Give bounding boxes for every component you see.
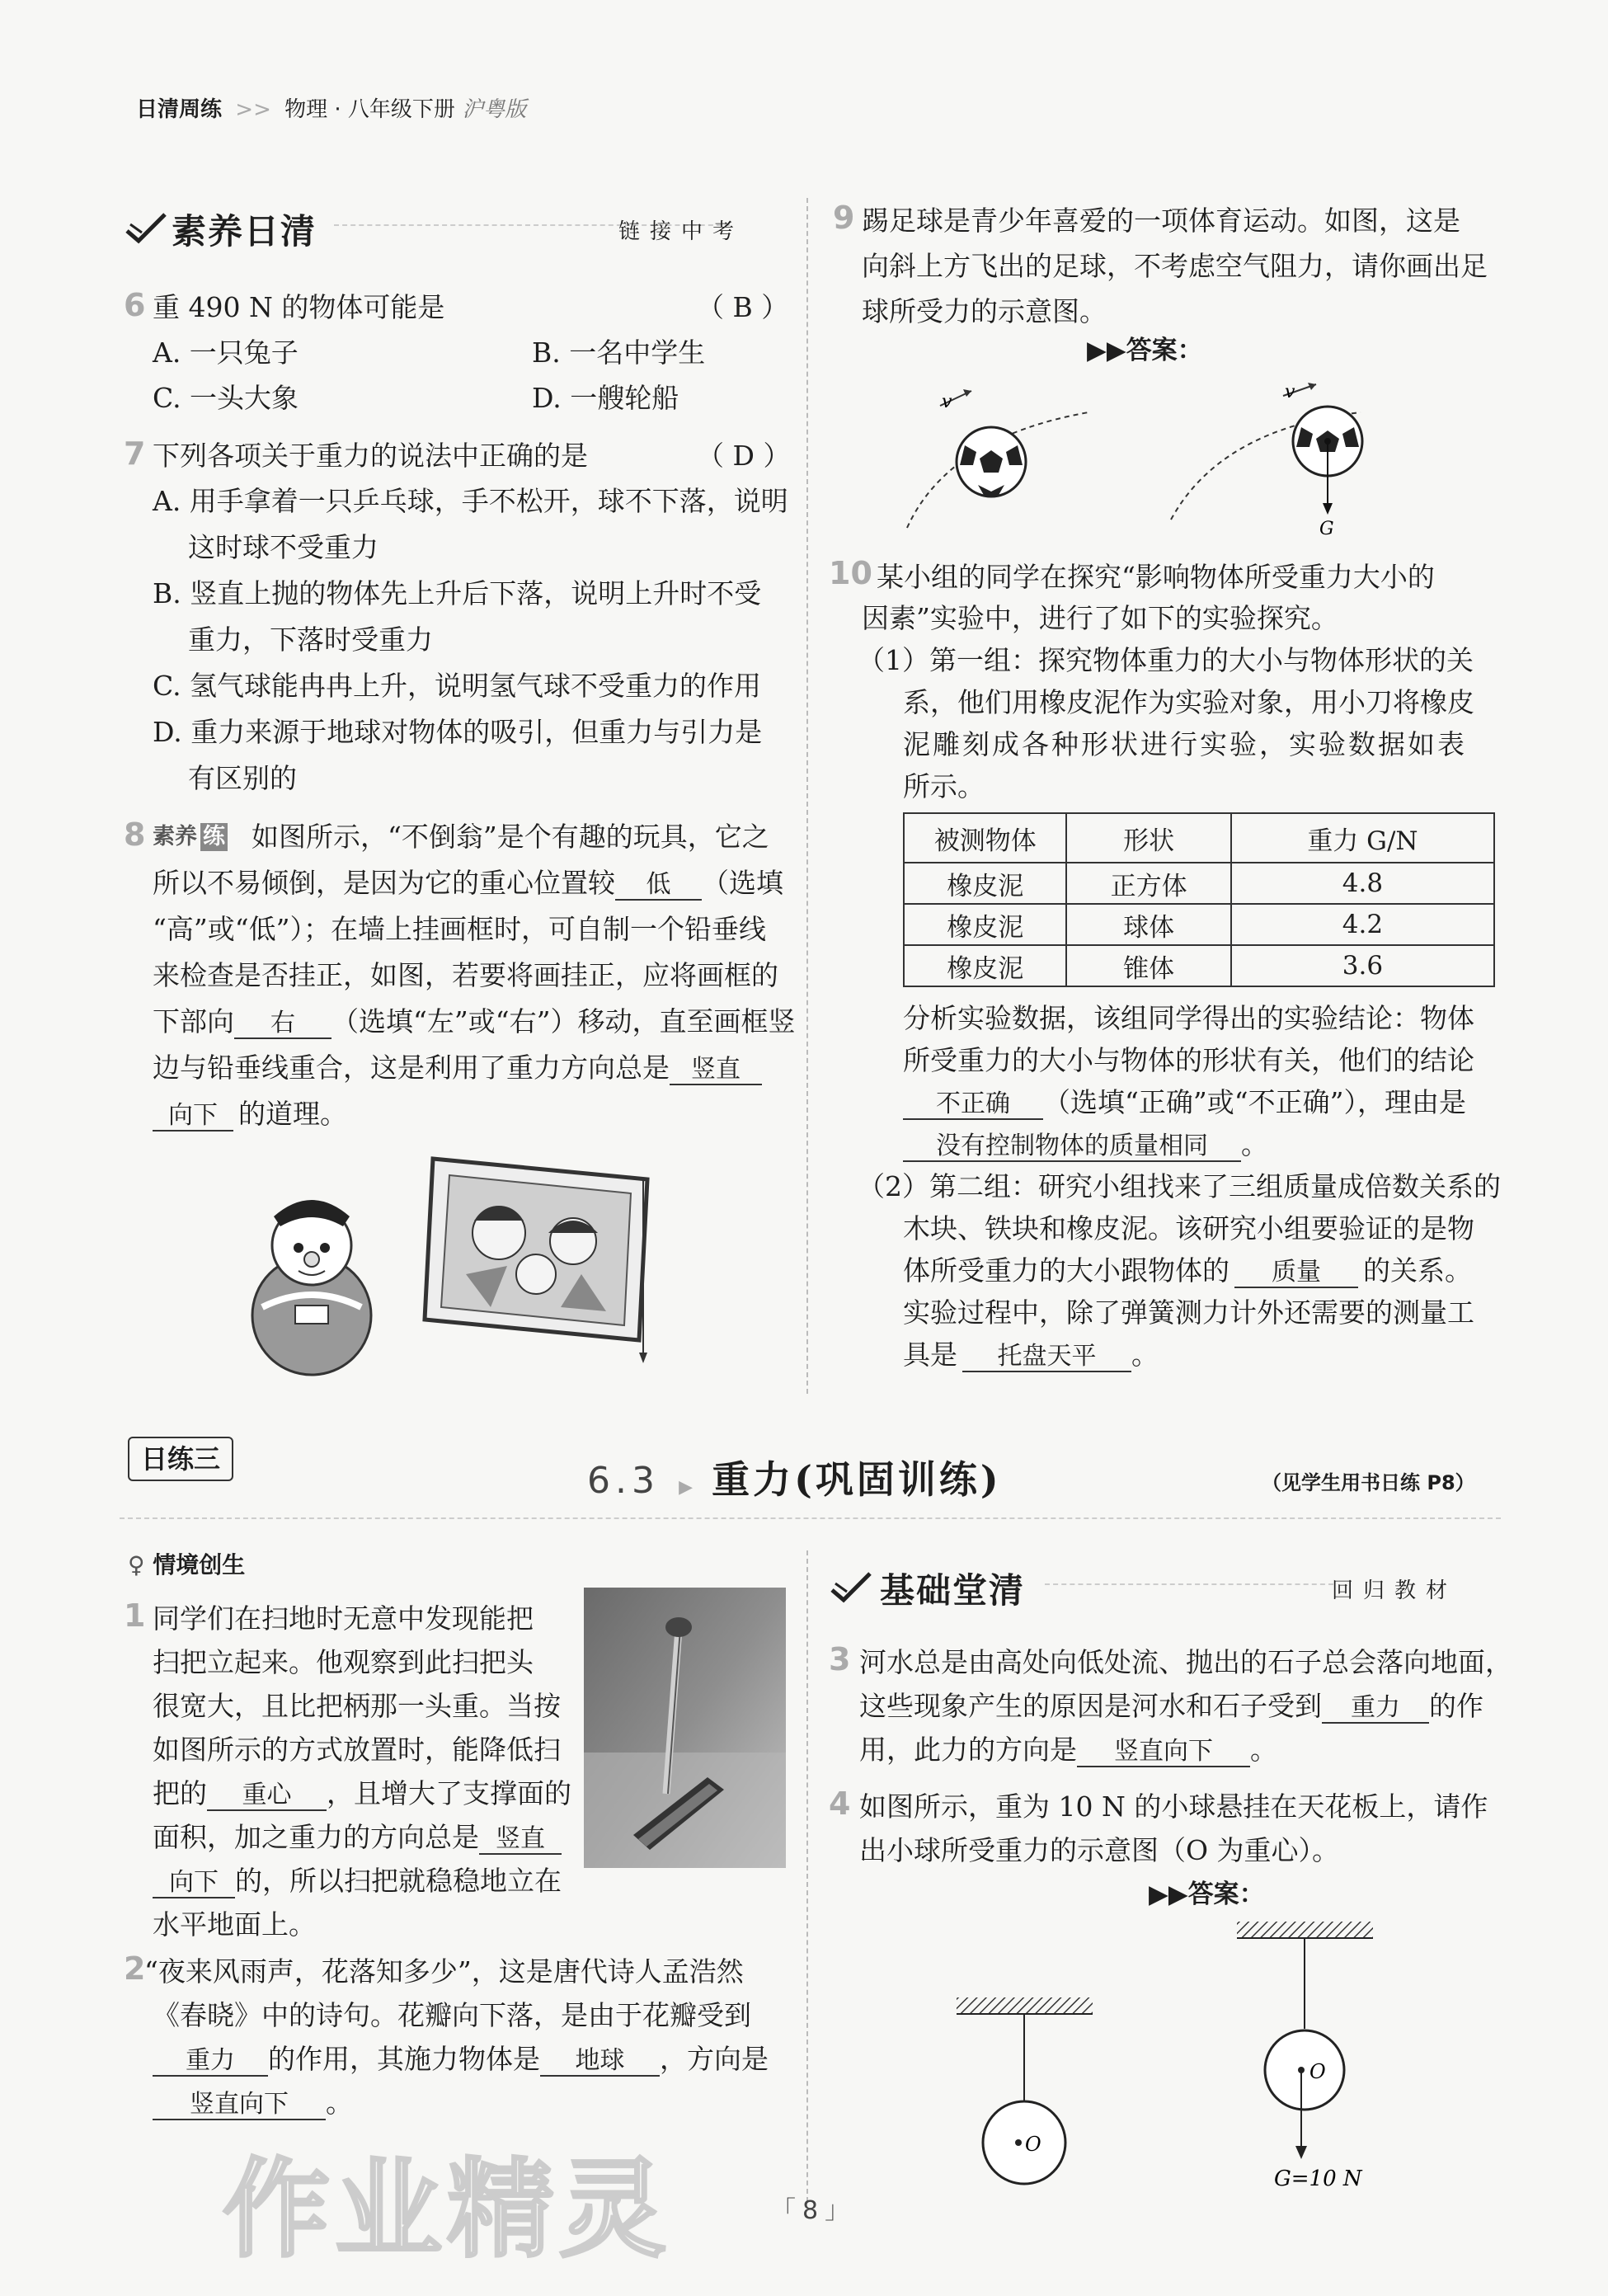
q10-text: 。	[1131, 1339, 1159, 1371]
page-number-text: 8	[802, 2196, 819, 2225]
bracket-icon: 「	[771, 2196, 796, 2225]
q9-ans-text: 答案：	[1126, 336, 1203, 365]
q3-line-3	[859, 1727, 1277, 1772]
q8-line-7	[153, 1091, 347, 1136]
q9-v-left: v	[942, 392, 952, 412]
header-subject: 物理 · 八年级下册	[284, 97, 455, 122]
q10-part1-line: 系，他们用橡皮泥作为实验对象，用小刀将橡皮	[903, 686, 1474, 718]
q9-line-2: 向斜上方飞出的足球，不考虑空气阻力，请你画出足	[862, 250, 1488, 282]
q3-blank-2: 竖直向下	[1077, 1738, 1250, 1767]
q2-blank-2: 地球	[540, 2047, 660, 2077]
q6-option-b: B. 一名中学生	[532, 336, 706, 369]
q2-number: 2	[124, 1950, 146, 1987]
lesson-tag-text: 日练三	[141, 1443, 221, 1475]
title-rule	[1045, 1583, 1333, 1585]
scenario-label	[128, 1547, 245, 1580]
q3-blank-1: 重力	[1322, 1694, 1429, 1724]
q1-text: 的，所以扫把就稳稳地立在	[235, 1865, 562, 1897]
q2-line-1: “夜来风雨声，花落知多少”，这是唐代诗人孟浩然	[144, 1955, 744, 1988]
double-arrow-icon: ▶▶	[1149, 1880, 1188, 1909]
q8-text: （选填“左”或“右”）移动，直至画框竖	[331, 1005, 796, 1037]
q6-option-d: D. 一艘轮船	[532, 382, 679, 414]
section1-title: 素养日清	[172, 211, 317, 252]
q8-line-1: 如图所示，“不倒翁”是个有趣的玩具，它之	[252, 821, 769, 853]
q6-option-c: C. 一头大象	[153, 382, 299, 414]
q8-line-2	[153, 860, 783, 906]
section2-tag: 回归教材	[1332, 1578, 1458, 1603]
double-arrow-icon: ▶▶	[1087, 336, 1126, 365]
q1-line-6	[153, 1814, 562, 1860]
lesson-heading	[587, 1450, 1002, 1504]
q1-line-8: 水平地面上。	[153, 1908, 316, 1941]
q4-line-1: 如图所示，重为 10 N 的小球悬挂在天花板上，请作	[859, 1790, 1488, 1823]
table-cell: 锥体	[1066, 945, 1230, 986]
table-row	[904, 904, 1494, 945]
q1-line-5	[153, 1771, 571, 1816]
q1-number: 1	[124, 1597, 146, 1634]
q1-line: 如图所示的方式放置时，能降低扫	[153, 1734, 561, 1766]
q2-blank-3: 竖直向下	[153, 2091, 326, 2120]
page-header	[136, 92, 526, 123]
q6-answer: （ B ）	[697, 291, 789, 323]
q1-line-7	[153, 1858, 562, 1903]
q4-o-right: O	[1309, 2060, 1326, 2083]
data-table	[903, 812, 1495, 987]
q4-g-label: G=10 N	[1274, 2167, 1362, 2191]
table-cell: 橡皮泥	[904, 945, 1066, 986]
q8-line-4: 来检查是否挂正，如图，若要将画挂正，应将画框的	[153, 959, 778, 991]
lesson-rule	[120, 1517, 1501, 1519]
q9-answer-label	[1087, 328, 1203, 374]
football-figure	[899, 379, 1377, 540]
q1-text: 面积，加之重力的方向总是	[153, 1821, 479, 1853]
column-divider	[806, 198, 810, 1394]
hanging-ball-figure	[948, 1913, 1385, 2194]
q7-line: 重力，下落时受重力	[188, 623, 433, 656]
q1-line: 同学们在扫地时无意中发现能把	[153, 1602, 534, 1635]
section1-tag: 链接中考	[618, 219, 745, 244]
q10-text: 具是	[903, 1339, 957, 1371]
q8-text: 所以不易倾倒，是因为它的重心位置较	[153, 867, 615, 899]
check-pen-icon	[124, 211, 169, 244]
q10-text: 的关系。	[1363, 1254, 1472, 1287]
q1-blank-2a: 竖直	[479, 1825, 562, 1855]
q1-text: ，且增大了支撑面的	[327, 1777, 571, 1809]
table-cell: 正方体	[1066, 863, 1230, 904]
q3-line-1: 河水总是由高处向低处流、抛出的石子总会落向地面，	[859, 1646, 1512, 1678]
picture-frame-figure	[416, 1142, 664, 1365]
q7-line: B. 竖直上抛的物体先上升后下落，说明上升时不受	[153, 577, 762, 609]
q3-text: 用，此力的方向是	[859, 1734, 1077, 1766]
q7-line: D. 重力来源于地球对物体的吸引，但重力与引力是	[153, 716, 763, 748]
table-cell: 4.8	[1231, 863, 1494, 904]
q10-blank-4: 托盘天平	[962, 1343, 1131, 1372]
section-title-suyang	[124, 201, 783, 251]
table-header: 形状	[1066, 813, 1230, 863]
q8-line-5	[153, 999, 795, 1044]
q7-line: 这时球不受重力	[188, 531, 378, 563]
q10-part1-line: 泥雕刻成各种形状进行实验，实验数据如表	[903, 728, 1467, 760]
q1-line: 很宽大，且比把柄那一头重。当按	[153, 1690, 561, 1722]
q8-text: （选填	[702, 867, 783, 899]
q1-text: 把的	[153, 1777, 207, 1809]
q3-text: 。	[1250, 1734, 1277, 1766]
table-header: 重力 G/N	[1231, 813, 1494, 863]
q2-line-4	[153, 2080, 353, 2125]
bracket-icon: 」	[825, 2196, 850, 2225]
q8-line-6	[153, 1045, 762, 1090]
q8-blank-3b: 向下	[153, 1102, 233, 1132]
q8-text: 边与铅垂线重合，这是利用了重力方向总是	[153, 1052, 670, 1084]
bulb-icon: ♀	[128, 1551, 145, 1578]
q2-text: ，方向是	[660, 2043, 769, 2075]
q4-answer-label	[1149, 1872, 1265, 1917]
lesson-ref: （见学生用书日练 P8）	[1262, 1471, 1475, 1494]
q4-o-left: O	[1025, 2133, 1041, 2156]
q9-line-3: 球所受力的示意图。	[862, 295, 1107, 327]
q8-line-3: “高”或“低”）；在墙上挂画框时，可自制一个铅垂线	[153, 913, 766, 945]
q10-analysis-line-3	[903, 1080, 1466, 1125]
q10-analysis-line-4	[903, 1122, 1268, 1167]
table-header-row	[904, 813, 1494, 863]
q7-number: 7	[124, 435, 146, 472]
q7-line: 有区别的	[188, 762, 297, 794]
q8-badge	[153, 814, 228, 859]
page-number	[771, 2190, 849, 2226]
q10-part1-line: 所示。	[903, 770, 985, 802]
q6-stem: 重 490 N 的物体可能是	[153, 291, 445, 323]
lesson-number: 6.3	[587, 1460, 660, 1502]
check-pen-icon	[829, 1570, 874, 1603]
q10-text: 体所受重力的大小跟物体的	[903, 1254, 1230, 1287]
q10-blank-2: 没有控制物体的质量相同	[903, 1132, 1241, 1162]
q7-answer: （ D ）	[697, 440, 791, 472]
q9-g-label: G	[1319, 519, 1334, 539]
q7-line: A. 用手拿着一只乒乓球，手不松开，球不下落，说明	[153, 485, 788, 517]
q10-part2-line: 木块、铁块和橡皮泥。该研究小组要验证的是物	[903, 1212, 1474, 1244]
table-cell: 3.6	[1231, 945, 1494, 986]
table-cell: 4.2	[1231, 904, 1494, 945]
q8-blank-1: 低	[615, 871, 702, 901]
table-cell: 橡皮泥	[904, 863, 1066, 904]
table-row	[904, 863, 1494, 904]
header-edition: 沪粤版	[462, 97, 527, 122]
q3-number: 3	[829, 1641, 851, 1677]
q6-option-a: A. 一只兔子	[153, 336, 299, 369]
scenario-text: 情境创生	[153, 1551, 246, 1578]
q7-line: C. 氢气球能冉冉上升，说明氢气球不受重力的作用	[153, 670, 762, 702]
broom-photo	[584, 1588, 786, 1868]
table-cell: 球体	[1066, 904, 1230, 945]
tumbler-figure	[239, 1183, 383, 1377]
header-brand: 日清周练	[136, 97, 223, 122]
q8-number: 8	[124, 816, 146, 853]
q10-blank-1: 不正确	[903, 1090, 1043, 1120]
q8-text: 下部向	[153, 1005, 234, 1037]
column-divider	[806, 1550, 810, 2202]
section2-title: 基础堂清	[880, 1570, 1026, 1611]
q9-line-1: 踢足球是青少年喜爱的一项体育运动。如图，这是	[862, 205, 1460, 237]
q8-badge-box: 练	[200, 823, 228, 851]
q10-part1-line: （1）第一组：探究物体重力的大小与物体形状的关	[858, 644, 1474, 676]
q3-line-2	[859, 1683, 1483, 1729]
q10-text: 。	[1241, 1128, 1268, 1160]
q8-text: 的道理。	[238, 1098, 347, 1130]
q7-stem: 下列各项关于重力的说法中正确的是	[153, 440, 588, 472]
q9-number: 9	[833, 200, 855, 236]
q1-blank-1: 重心	[207, 1781, 327, 1811]
q10-part2-line: （2）第二组：研究小组找来了三组质量成倍数关系的	[858, 1170, 1501, 1202]
table-cell: 橡皮泥	[904, 904, 1066, 945]
lesson-tag	[128, 1437, 233, 1481]
q4-number: 4	[829, 1786, 851, 1822]
q10-line-2: 因素”实验中，进行了如下的实验探究。	[862, 602, 1338, 634]
q6-number: 6	[124, 287, 146, 323]
q1-blank-2b: 向下	[153, 1869, 235, 1898]
watermark: 作业精灵	[223, 2147, 672, 2272]
q8-blank-2: 右	[234, 1009, 331, 1039]
q2-text: 。	[326, 2087, 353, 2119]
q10-number: 10	[829, 555, 872, 591]
table-header: 被测物体	[904, 813, 1066, 863]
q8-badge-text: 素养	[153, 824, 197, 849]
q10-part2-line-c	[903, 1248, 1472, 1293]
q10-analysis-line: 所受重力的大小与物体的形状有关，他们的结论	[903, 1044, 1474, 1076]
q2-blank-1: 重力	[153, 2047, 268, 2077]
q10-line-1: 某小组的同学在探究“影响物体所受重力大小的	[877, 561, 1435, 593]
q2-text: 的作用，其施力物体是	[268, 2043, 540, 2075]
table-row	[904, 945, 1494, 986]
q10-part2-line-e	[903, 1332, 1159, 1377]
q2-line-3	[153, 2036, 769, 2082]
lesson-title: 重力(巩固训练)	[712, 1457, 1002, 1502]
q2-line-2: 《春晓》中的诗句。花瓣向下落，是由于花瓣受到	[153, 1999, 751, 2031]
q3-text: 的作	[1429, 1690, 1483, 1722]
q10-part2-line: 实验过程中，除了弹簧测力计外还需要的测量工	[903, 1296, 1474, 1329]
q10-text: （选填“正确”或“不正确”），理由是	[1043, 1086, 1466, 1118]
q9-v-right: v	[1285, 382, 1295, 402]
q8-blank-3a: 竖直	[670, 1056, 762, 1085]
q4-line-2: 出小球所受重力的示意图（O 为重心）。	[859, 1834, 1340, 1866]
header-sep: >>	[235, 97, 271, 122]
triangle-icon: ▶	[679, 1477, 693, 1498]
q4-ans-text: 答案：	[1187, 1880, 1265, 1909]
section-title-jichu	[829, 1560, 1505, 1610]
q10-analysis-line: 分析实验数据，该组同学得出的实验结论：物体	[903, 1002, 1474, 1034]
q1-line: 扫把立起来。他观察到此扫把头	[153, 1646, 534, 1678]
q10-blank-3: 质量	[1234, 1259, 1358, 1288]
q3-text: 这些现象产生的原因是河水和石子受到	[859, 1690, 1322, 1722]
